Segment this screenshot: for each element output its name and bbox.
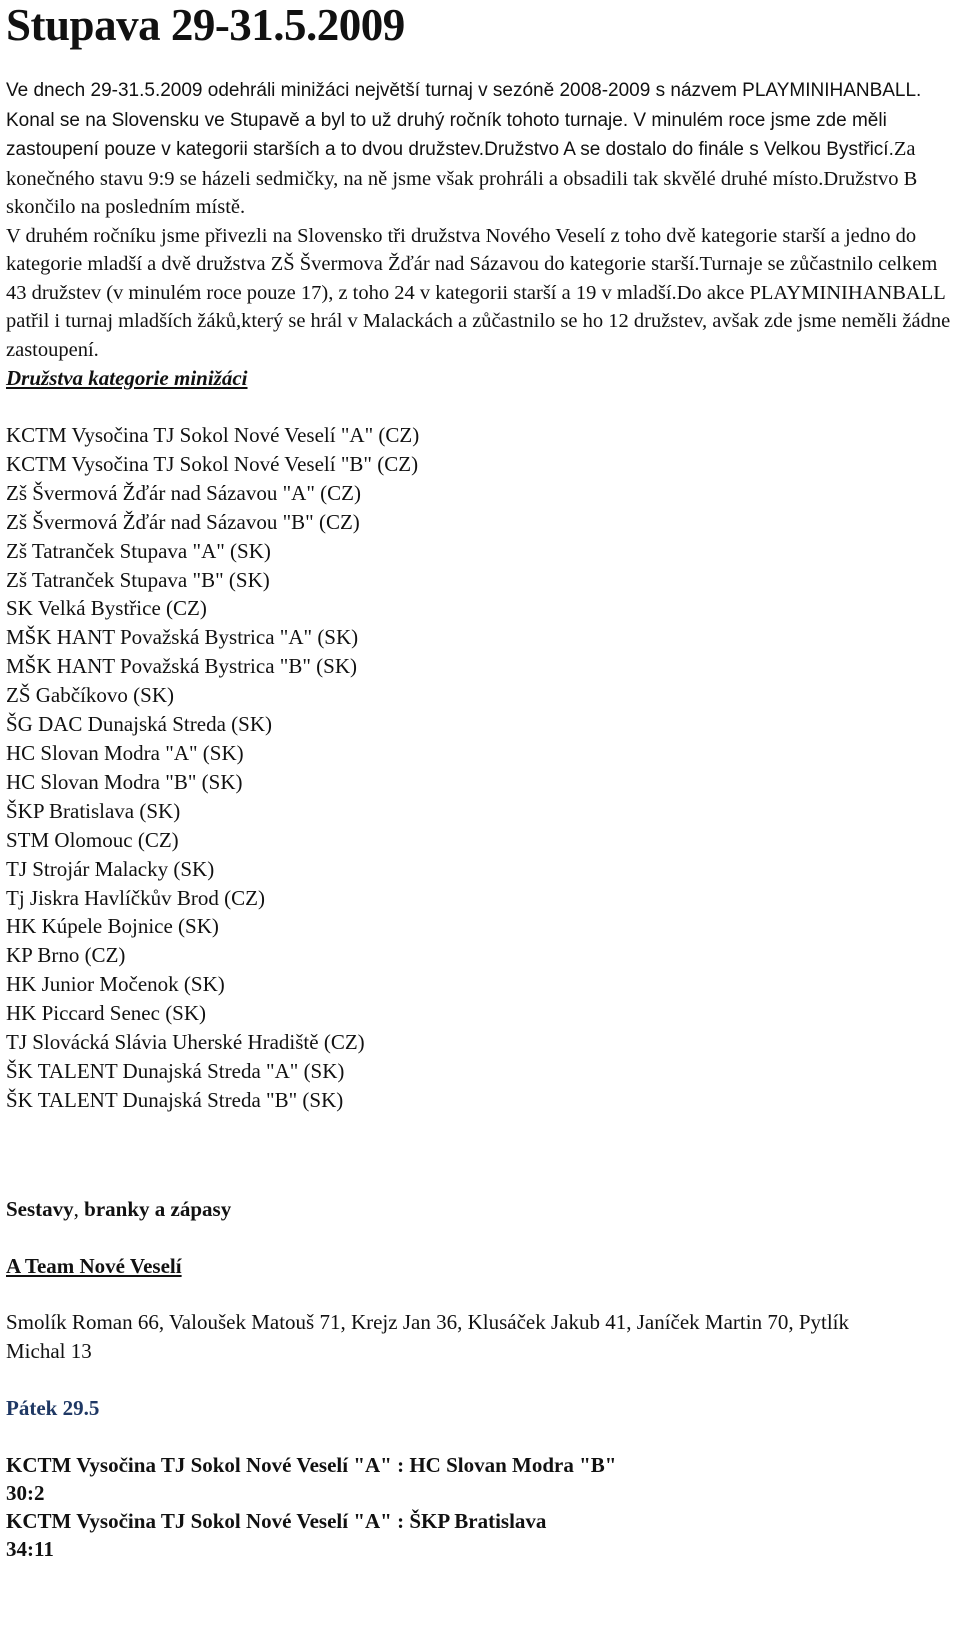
team-list-item: Zš Tatranček Stupava "A" (SK) <box>6 538 271 563</box>
team-list-item: TJ Slovácká Slávia Uherské Hradiště (CZ) <box>6 1030 365 1055</box>
team-list-item: HK Junior Močenok (SK) <box>6 972 225 997</box>
team-list-item: Tj Jiskra Havlíčkův Brod (CZ) <box>6 885 265 910</box>
intro-sentence-1: Ve dnech 29-31.5.2009 odehráli minižáci největší turnaj v sezóně 2008-2009 s názvem PLAYMINIHANBALL. Konal se na Slovensku ve Stupavě a byl to už druhý ročník tohoto turnaje. V minulém roce jsme zde měli zastoupení pouze v kategorii starších a to dvou družstev. <box>6 80 922 160</box>
match-list <box>6 1451 951 1563</box>
team-list-item: MŠK HANT Považská Bystrica "B" (SK) <box>6 654 357 679</box>
team-list-item: ŠK TALENT Dunajská Streda "A" (SK) <box>6 1058 345 1083</box>
team-list-item: HC Slovan Modra "B" (SK) <box>6 769 243 794</box>
team-list-item: SK Velká Bystřice (CZ) <box>6 596 207 621</box>
intro-text <box>6 76 951 392</box>
team-list-item: KCTM Vysočina TJ Sokol Nové Veselí "A" (CZ) <box>6 423 420 447</box>
team-list-item: HC Slovan Modra "A" (SK) <box>6 740 244 765</box>
team-list-item: Zš Švermová Žďár nad Sázavou "A" (CZ) <box>6 480 361 505</box>
intro-sentence-2: Družstvo A se dostalo do finále s Velkou Bystřicí. <box>484 139 894 160</box>
category-heading: Družstva kategorie minižáci <box>6 366 248 390</box>
team-list-item: TJ Strojár Malacky (SK) <box>6 856 215 881</box>
day-label: Pátek 29.5 <box>6 1395 100 1420</box>
team-list <box>6 421 951 1115</box>
team-list-item: HK Kúpele Bojnice (SK) <box>6 914 219 939</box>
intro-sentence-3: Za konečného stavu 9:9 se házeli sedmičky, na ně jsme však prohráli a obsadili tak skvělé druhé místo. <box>6 138 916 190</box>
team-list-item: ZŠ Gabčíkovo (SK) <box>6 683 174 708</box>
team-list-item: Zš Tatranček Stupava "B" (SK) <box>6 567 270 592</box>
document-page <box>6 0 951 1563</box>
team-list-item: HK Piccard Senec (SK) <box>6 1001 207 1026</box>
team-list-item: KCTM Vysočina TJ Sokol Nové Veselí "B" (CZ) <box>6 451 419 476</box>
team-list-item: Zš Švermová Žďár nad Sázavou "B" (CZ) <box>6 509 360 534</box>
team-list-item: ŠK TALENT Dunajská Streda "B" (SK) <box>6 1087 344 1112</box>
match-teams: KCTM Vysočina TJ Sokol Nové Veselí "A" : HC Slovan Modra "B" <box>6 1452 617 1477</box>
section-heading-part-1: Sestavy <box>6 1196 74 1221</box>
page-title: Stupava 29-31.5.2009 <box>6 0 405 50</box>
match-score: 34:11 <box>6 1536 54 1561</box>
match-score: 30:2 <box>6 1480 45 1505</box>
team-roster: Smolík Roman 66, Valoušek Matouš 71, Krejz Jan 36, Klusáček Jakub 41, Janíček Martin 70, Pytlík Michal 13 <box>6 1309 850 1363</box>
section-heading <box>6 1195 951 1223</box>
team-list-item: MŠK HANT Považská Bystrica "A" (SK) <box>6 625 359 650</box>
intro-paragraph-1 <box>6 76 951 222</box>
team-list-item: ŠKP Bratislava (SK) <box>6 798 181 823</box>
team-list-item: ŠG DAC Dunajská Streda (SK) <box>6 712 272 737</box>
team-a-heading: A Team Nové Veselí <box>6 1253 182 1278</box>
section-heading-part-2: branky a zápasy <box>84 1196 232 1221</box>
match-teams: KCTM Vysočina TJ Sokol Nové Veselí "A" : ŠKP Bratislava <box>6 1508 547 1533</box>
section-heading-separator: , <box>73 1196 85 1221</box>
intro-sentence-4: Družstvo B skončilo na posledním místě. <box>6 167 918 218</box>
team-list-item: KP Brno (CZ) <box>6 943 126 968</box>
team-list-item: STM Olomouc (CZ) <box>6 827 179 852</box>
intro-paragraph-2: V druhém ročníku jsme přivezli na Slovensko tři družstva Nového Veselí z toho dvě kategorie starší a jedno do kategorie mladší a dvě družstva ZŠ Švermova Žďár nad Sázavou do kategorie starší.Turnaje se zůčastnilo celkem 43 družstev (v minulém roce pouze 17), z toho 24 v kategorii starší a 19 v mladší.Do akce PLAYMINIHANBALL patřil i turnaj mladších žáků,který se hrál v Malackách a zůčastnilo se ho 12 družstev, avšak zde jsme neměli žádne zastoupení. <box>6 224 951 361</box>
